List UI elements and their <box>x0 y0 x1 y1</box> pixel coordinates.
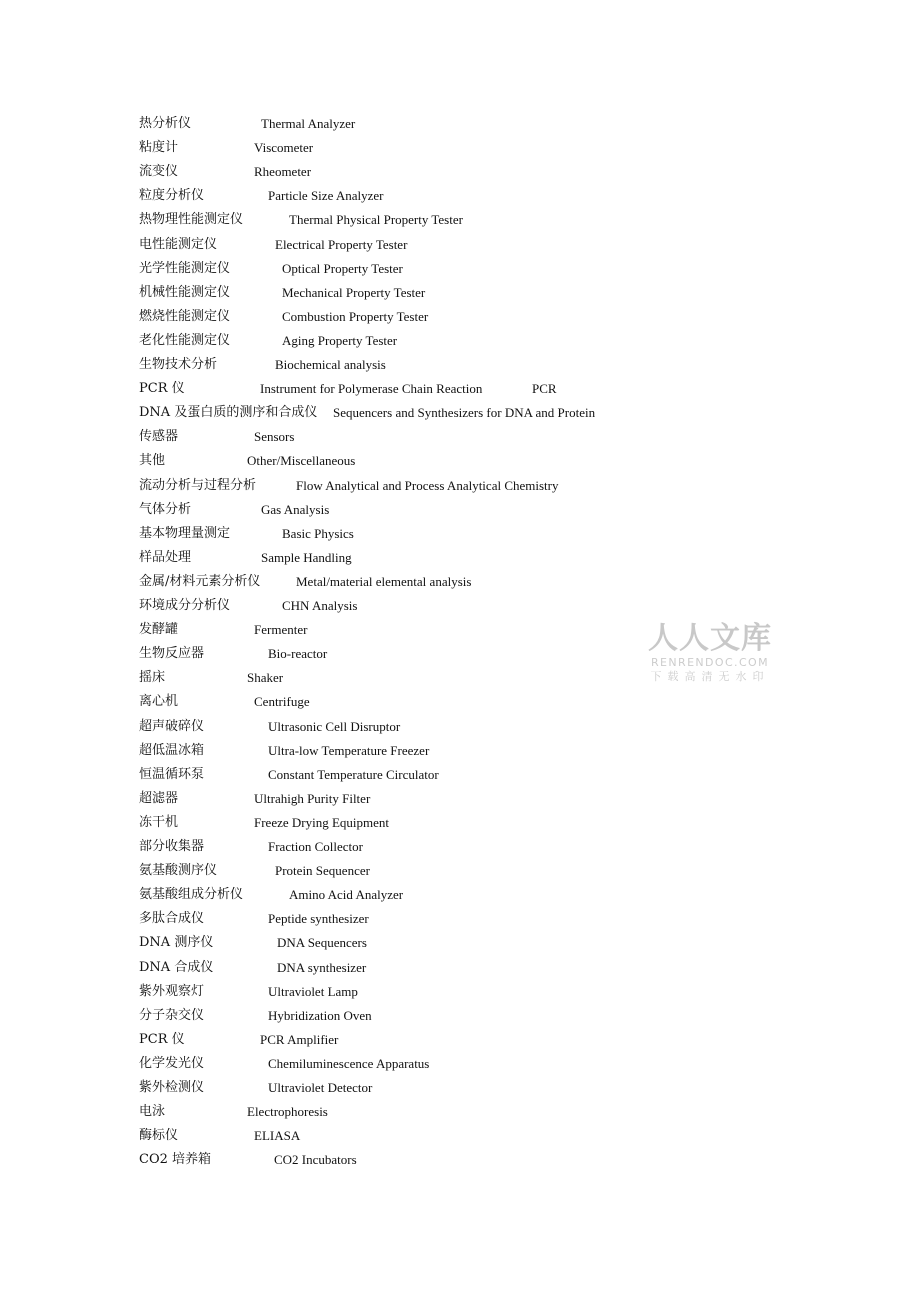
entry-abbreviation: PCR <box>532 381 557 397</box>
entry-english-term: Fermenter <box>254 622 308 638</box>
entry-chinese-term: 电泳 <box>139 1104 166 1120</box>
entry-english-term: Electrophoresis <box>247 1104 328 1120</box>
entry-chinese-term: 分子杂交仪 <box>139 1007 205 1023</box>
entry-chinese-term: 金属/材料元素分析仪 <box>139 573 261 589</box>
entry-english-term: Fraction Collector <box>268 839 363 854</box>
entry-english-term: Optical Property Tester <box>282 260 403 276</box>
entry-english-term: Thermal Analyzer <box>261 116 356 131</box>
entry-english-term: PCR Amplifier <box>260 1031 339 1047</box>
entry-chinese-term: 燃烧性能测定仪 <box>139 308 231 324</box>
watermark-url: RENRENDOC.COM <box>651 656 769 669</box>
entry-english-term: Aging Property Tester <box>282 332 398 348</box>
entry-english-term: Rheometer <box>254 164 312 180</box>
entry-chinese-term: 生物反应器 <box>139 646 205 662</box>
entry-chinese-term: 电性能测定仪 <box>139 236 218 252</box>
entry-chinese-term: 热分析仪 <box>139 116 192 131</box>
entry-english-term: Centrifuge <box>254 694 310 710</box>
entry-english-term: Other/Miscellaneous <box>247 453 356 469</box>
entry-english-term: Sample Handling <box>261 549 352 565</box>
entry-english-term: CO2 Incubators <box>274 1152 357 1168</box>
entry-chinese-term: 氨基酸测序仪 <box>139 863 218 879</box>
entry-english-term: Sensors <box>254 429 295 445</box>
entry-chinese-term: PCR 仪 <box>139 1031 185 1047</box>
entry-english-term: Biochemical analysis <box>275 357 386 372</box>
entry-chinese-term: 流变仪 <box>139 164 179 180</box>
entry-chinese-term: DNA 及蛋白质的测序和合成仪 <box>139 405 318 421</box>
entry-chinese-term: 气体分析 <box>139 501 192 517</box>
entry-chinese-term: 超滤器 <box>139 790 179 806</box>
entry-english-term: Ultra-low Temperature Freezer <box>268 742 430 758</box>
watermark-slogan: 下载高清无水印 <box>650 670 770 683</box>
entry-chinese-term: 部分收集器 <box>139 839 205 854</box>
entry-english-term: Peptide synthesizer <box>268 911 369 927</box>
entry-chinese-term: 生物技术分析 <box>139 357 218 372</box>
entry-english-term: DNA Sequencers <box>277 935 367 951</box>
entry-english-term: Freeze Drying Equipment <box>254 814 390 830</box>
watermark-logo <box>646 622 774 685</box>
entry-english-term: Amino Acid Analyzer <box>289 887 404 903</box>
entry-chinese-term: 冻干机 <box>139 814 179 830</box>
entry-english-term: Gas Analysis <box>261 501 330 517</box>
entry-chinese-term: DNA 合成仪 <box>139 959 214 975</box>
entry-chinese-term: 老化性能测定仪 <box>139 332 231 348</box>
entry-chinese-term: PCR 仪 <box>139 381 185 397</box>
entry-english-term: Chemiluminescence Apparatus <box>268 1055 430 1071</box>
entry-chinese-term: 紫外观察灯 <box>139 983 205 999</box>
entry-chinese-term: 超低温冰箱 <box>139 742 205 758</box>
entry-english-term: Combustion Property Tester <box>282 308 429 324</box>
entry-english-term: Protein Sequencer <box>275 863 370 879</box>
entry-chinese-term: 发酵罐 <box>139 622 179 638</box>
entry-chinese-term: 离心机 <box>139 694 179 710</box>
entry-chinese-term: 粒度分析仪 <box>139 188 205 204</box>
entry-chinese-term: 酶标仪 <box>139 1128 179 1144</box>
entry-english-term: Thermal Physical Property Tester <box>289 212 463 228</box>
entry-english-term: Ultraviolet Lamp <box>268 983 358 999</box>
entry-english-term: Basic Physics <box>282 525 354 541</box>
entry-chinese-term: 其他 <box>139 453 166 469</box>
entry-english-term: Flow Analytical and Process Analytical Chemistry <box>296 477 559 493</box>
entry-chinese-term: 超声破碎仪 <box>139 718 205 734</box>
entry-chinese-term: 环境成分分析仪 <box>139 598 231 613</box>
entry-chinese-term: 流动分析与过程分析 <box>139 477 257 493</box>
entry-english-term: Hybridization Oven <box>268 1007 372 1023</box>
entry-english-term: Mechanical Property Tester <box>282 284 426 300</box>
entry-english-term: Metal/material elemental analysis <box>296 573 472 589</box>
entry-chinese-term: 粘度计 <box>139 140 179 156</box>
entry-chinese-term: 热物理性能测定仪 <box>139 212 244 228</box>
entry-english-term: Ultrahigh Purity Filter <box>254 790 371 806</box>
entry-chinese-term: 传感器 <box>139 429 179 445</box>
entry-chinese-term: CO2 培养箱 <box>139 1152 212 1168</box>
entry-english-term: Ultraviolet Detector <box>268 1080 373 1095</box>
entry-english-term: CHN Analysis <box>282 598 358 613</box>
entry-english-term: Constant Temperature Circulator <box>268 766 439 782</box>
entry-english-term: Ultrasonic Cell Disruptor <box>268 718 401 734</box>
entry-english-term: Sequencers and Synthesizers for DNA and Protein <box>333 405 596 421</box>
watermark-title: 人人文库 <box>648 621 772 656</box>
entry-chinese-term: 样品处理 <box>139 549 192 565</box>
entry-chinese-term: 机械性能测定仪 <box>139 284 231 300</box>
entry-english-term: Shaker <box>247 670 284 686</box>
entry-chinese-term: 化学发光仪 <box>139 1055 205 1071</box>
entry-english-term: ELIASA <box>254 1128 301 1144</box>
entry-chinese-term: DNA 测序仪 <box>139 935 214 951</box>
entry-english-term: Bio-reactor <box>268 646 328 662</box>
entry-chinese-term: 恒温循环泵 <box>139 766 205 782</box>
entry-chinese-term: 摇床 <box>139 670 166 686</box>
entry-chinese-term: 光学性能测定仪 <box>139 260 231 276</box>
entry-chinese-term: 基本物理量测定 <box>139 525 231 541</box>
entry-chinese-term: 紫外检测仪 <box>139 1080 205 1095</box>
entry-english-term: Electrical Property Tester <box>275 236 408 252</box>
entry-english-term: Viscometer <box>254 140 314 156</box>
entry-chinese-term: 氨基酸组成分析仪 <box>139 887 244 903</box>
entry-chinese-term: 多肽合成仪 <box>139 911 205 927</box>
entry-english-term: DNA synthesizer <box>277 959 367 975</box>
entry-english-term: Particle Size Analyzer <box>268 188 384 204</box>
entry-english-term: Instrument for Polymerase Chain Reaction <box>260 381 483 397</box>
